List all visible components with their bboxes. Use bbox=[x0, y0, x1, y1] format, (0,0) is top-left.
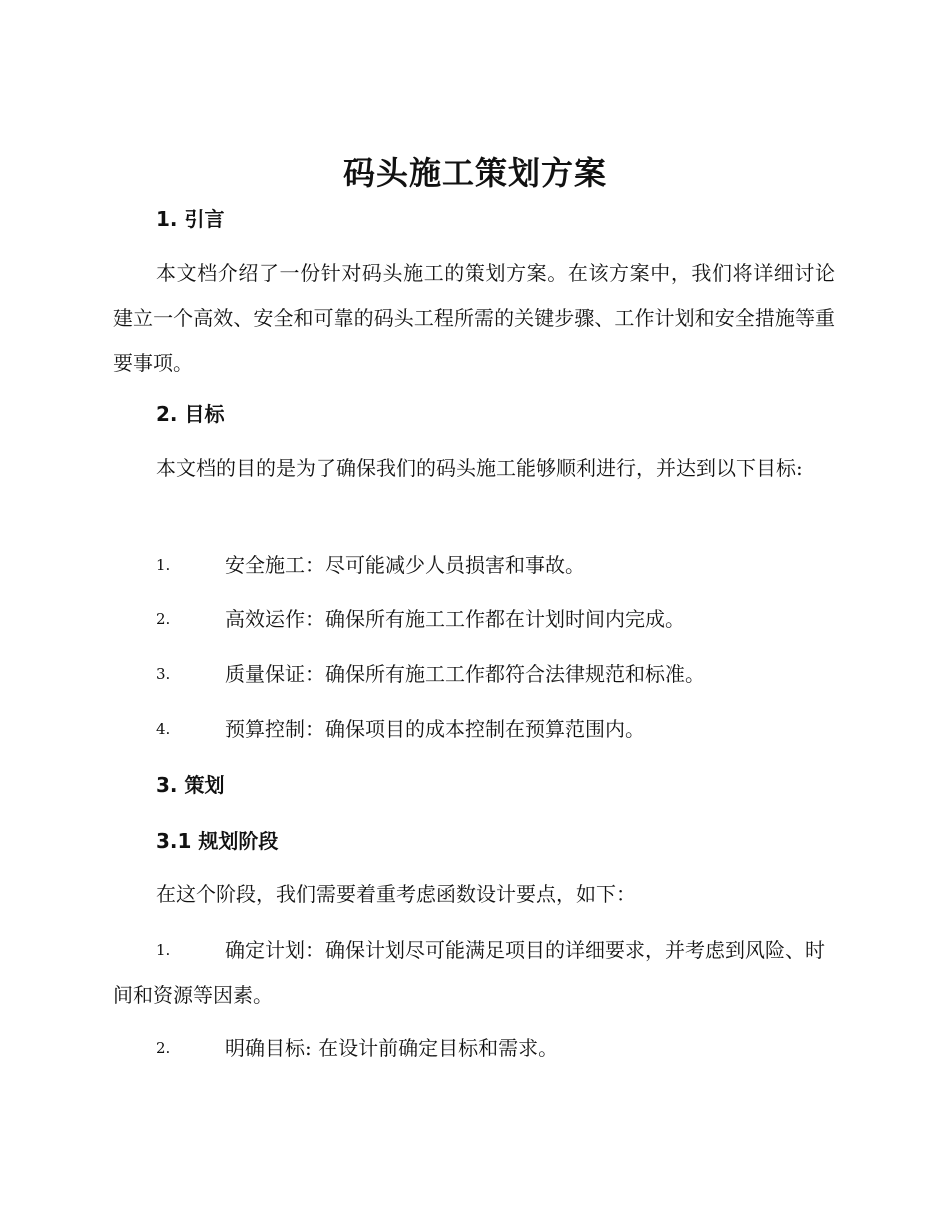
sub-heading-planning-phase: 3.1 规划阶段 bbox=[156, 829, 279, 853]
list-text: 确定计划：确保计划尽可能满足项目的详细要求，并考虑到风险、时间和资源等因素。 bbox=[113, 938, 825, 1007]
list-text: 高效运作：确保所有施工工作都在计划时间内完成。 bbox=[225, 607, 685, 631]
list-number: 3. bbox=[156, 665, 171, 683]
section-heading-planning: 3. 策划 bbox=[156, 773, 225, 797]
list-text: 安全施工：尽可能减少人员损害和事故。 bbox=[225, 553, 585, 577]
list-number: 2. bbox=[156, 610, 171, 628]
planning-list-item bbox=[113, 928, 835, 1018]
section-heading-goals: 2. 目标 bbox=[156, 402, 225, 426]
section-heading-intro: 1. 引言 bbox=[156, 207, 225, 231]
planning-list-item bbox=[113, 1026, 835, 1071]
list-text: 预算控制：确保项目的成本控制在预算范围内。 bbox=[225, 717, 645, 741]
goal-list-item bbox=[113, 652, 835, 697]
goal-list-item bbox=[113, 597, 835, 642]
list-text: 质量保证：确保所有施工工作都符合法律规范和标准。 bbox=[225, 662, 705, 686]
list-number: 1. bbox=[156, 556, 171, 574]
goals-paragraph: 本文档的目的是为了确保我们的码头施工能够顺利进行，并达到以下目标: bbox=[156, 456, 803, 480]
goal-list-item bbox=[113, 707, 835, 752]
list-number: 4. bbox=[156, 720, 171, 738]
document-title: 码头施工策划方案 bbox=[342, 154, 607, 192]
list-number: 2. bbox=[156, 1039, 171, 1057]
planning-paragraph: 在这个阶段，我们需要着重考虑函数设计要点，如下： bbox=[156, 882, 636, 906]
intro-paragraph: 本文档介绍了一份针对码头施工的策划方案。在该方案中，我们将详细讨论建立一个高效、安全和可靠的码头工程所需的关键步骤、工作计划和安全措施等重要事项。 bbox=[113, 261, 835, 375]
list-number: 1. bbox=[156, 941, 171, 959]
list-text: 明确目标: 在设计前确定目标和需求。 bbox=[225, 1036, 559, 1060]
goal-list-item bbox=[113, 543, 835, 588]
